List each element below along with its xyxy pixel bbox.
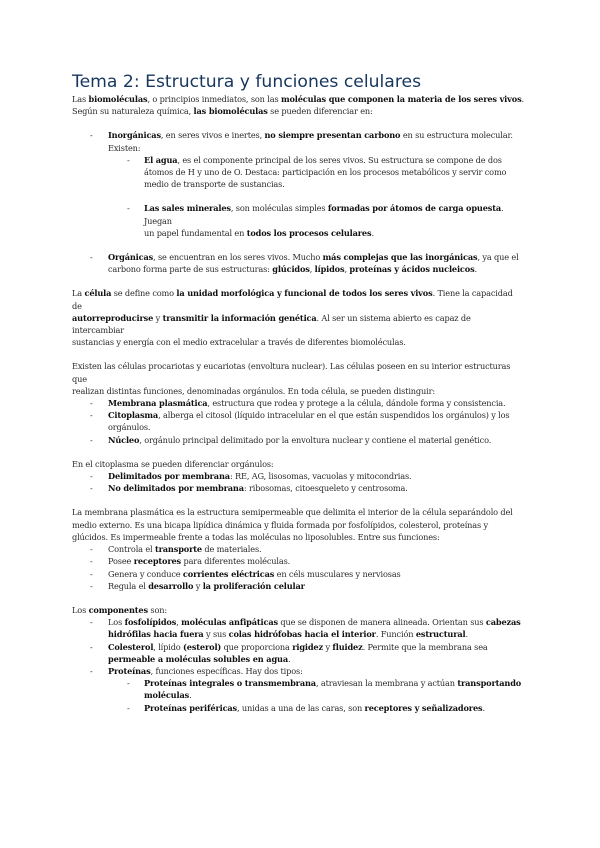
cytoplasm-intro: En el citoplasma se pueden diferenciar orgánulos:: [72, 458, 274, 469]
list-marker: -: [90, 568, 93, 579]
membrane-paragraph: La membrana plasmática es la estructura semipermeable que delimita el interior de la célula separándolo del medio externo. Es una bicapa lipídica dinámica y fluida formada por fosfolípidos, colesterol, proteínas y glúcidos. Es impermeable frente a todas las moléculas no liposolubles. Entre sus funciones:: [72, 507, 513, 542]
list-item-integral-proteins: - Proteínas integrales o transmembrana, atraviesan la membrana y actúan transportando moléculas.: [127, 678, 522, 701]
list-item: - Posee receptores para diferentes moléculas.: [90, 556, 291, 567]
list-marker: -: [90, 434, 93, 445]
list-marker: -: [90, 641, 93, 652]
list-marker: -: [90, 398, 93, 409]
list-item-cholesterol: - Colesterol, lípido (esterol) que proporciona rigidez y fluidez. Permite que la membrana sea permeable a moléculas solubles en agua.: [90, 641, 488, 664]
list-item-proteins: - Proteínas, funciones específicas. Hay dos tipos:: [90, 665, 303, 676]
list-item-organic: - Orgánicas, se encuentran en los seres vivos. Mucho más complejas que las inorgánicas, ya que el carbono forma parte de sus estructuras: glúcidos, lípidos, proteínas y ácidos nucleicos.: [90, 252, 519, 275]
list-item: - Delimitados por membrana: RE, AG, lisosomas, vacuolas y mitocondrias.: [90, 471, 412, 482]
cell-parts-list: [72, 397, 524, 446]
list-item: - Núcleo, orgánulo principal delimitado por la envoltura nuclear y contiene el material genético.: [90, 434, 492, 445]
list-marker: -: [90, 556, 93, 567]
list-item: - Controla el transporte de materiales.: [90, 544, 262, 555]
intro-paragraph: Las biomoléculas, o principios inmediatos, son las moléculas que componen la materia de los seres vivos. Según su naturaleza química, las biomoléculas se pueden diferenciar en:: [72, 94, 524, 117]
list-marker: -: [127, 702, 130, 713]
list-marker: -: [127, 154, 130, 165]
list-marker: -: [90, 483, 93, 494]
list-item-peripheral-proteins: - Proteínas periféricas, unidas a una de las caras, son receptores y señalizadores.: [127, 702, 485, 713]
list-item-water: - El agua, es el componente principal de los seres vivos. Su estructura se compone de dos átomos de H y uno de O. Destaca: participación en los procesos metabólicos y servir como medio de transporte de sustancias.: [127, 154, 507, 190]
list-marker: -: [90, 252, 93, 263]
list-item: - Regula el desarrollo y la proliferación celular: [90, 580, 305, 591]
organelle-list: [72, 470, 524, 494]
list-item-inorganic: - Inorgánicas, en seres vivos e inertes, no siempre presentan carbono en su estructura molecular. Existen:: [90, 130, 513, 153]
cell-paragraph: La célula se define como la unidad morfológica y funcional de todos los seres vivos. Tiene la capacidad de autorreproducirse y transmitir la información genética. Al ser un sistema abierto es capaz de intercambiar sustancias y energía con el medio extracelular a través de diferentes biomoléculas.: [72, 288, 513, 348]
list-marker: -: [90, 544, 93, 555]
list-item: - Genera y conduce corrientes eléctricas en céls musculares y nerviosas: [90, 568, 401, 579]
list-item-phospholipids: - Los fosfolípidos, moléculas anfipáticas que se disponen de manera alineada. Orientan sus cabezas hidrófilas hacia fuera y sus colas hidrófobas hacia el interior. Función estructural.: [90, 617, 521, 640]
list-item-salts: - Las sales minerales, son moléculas simples formadas por átomos de carga opuesta. Juegan un papel fundamental en todos los procesos celulares.: [127, 203, 504, 238]
page-title: Tema 2: Estructura y funciones celulares: [72, 72, 422, 92]
list-marker: -: [127, 678, 130, 689]
list-item: - No delimitados por membrana: ribosomas, citoesqueleto y centrosoma.: [90, 483, 408, 494]
components-list: [72, 616, 524, 714]
membrane-functions-list: [72, 543, 524, 592]
cell-types-paragraph: Existen las células procariotas y eucariotas (envoltura nuclear). Las células poseen en su interior estructuras que realizan distintas funciones, denominadas orgánulos. En toda célula, se pueden distinguir:: [72, 361, 511, 396]
components-intro: Los componentes son:: [72, 604, 167, 615]
list-marker: -: [90, 580, 93, 591]
list-item: - Citoplasma, alberga el citosol (líquido intracelular en el que están suspendidos los orgánulos) y los orgánulos.: [90, 410, 510, 433]
list-marker: -: [127, 203, 130, 214]
list-marker: -: [90, 665, 93, 676]
list-marker: -: [90, 617, 93, 628]
document-page: [72, 72, 524, 714]
list-marker: -: [90, 471, 93, 482]
list-item: - Membrana plasmática, estructura que rodea y protege a la célula, dándole forma y consistencia.: [90, 398, 506, 409]
list-marker: -: [90, 410, 93, 421]
list-marker: -: [90, 130, 93, 141]
biomolecule-list: [72, 129, 524, 275]
